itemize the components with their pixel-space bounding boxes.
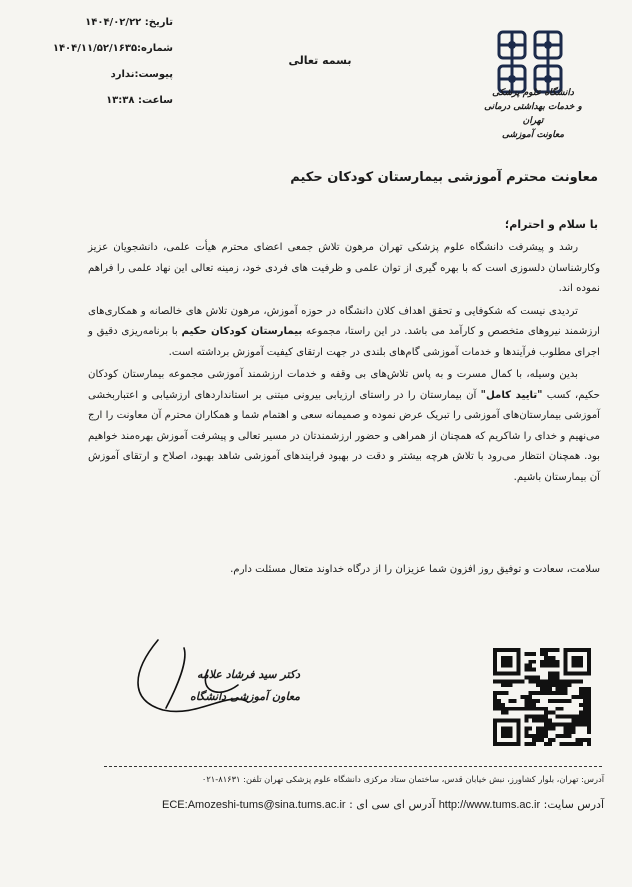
time-value: ۱۳:۳۸ xyxy=(106,95,135,106)
footer-address: آدرس: تهران، بلوار کشاورز، نبش خیابان قدس، ساختمان ستاد مرکزی دانشگاه علوم پزشکی تهران تلفن: ۸۱۶۳۱-۰۲۱ xyxy=(201,774,604,784)
greeting: با سلام و احترام؛ xyxy=(504,218,598,231)
letter-meta xyxy=(52,10,173,114)
signatory-name: دکتر سید فرشاد علامه xyxy=(196,668,300,681)
signature-block xyxy=(190,664,300,708)
attachment-row: پیوست:ندارد xyxy=(110,69,173,80)
footer-divider xyxy=(104,766,602,767)
footer xyxy=(96,772,604,812)
signatory-title: معاون آموزشی دانشگاه xyxy=(190,690,300,703)
date-value: ۱۴۰۴/۰۲/۲۲ xyxy=(85,17,142,28)
recipient: معاونت محترم آموزشی بیمارستان کودکان حکیم xyxy=(290,170,598,185)
paragraph-3: بدین وسیله، با کمال مسرت و به پاس تلاش‌های بی وقفه و خدمات ارزشمند آموزشی مجموعه بیمارستان کودکان حکیم، کسب "تایید کامل" آن بیمارستان را در راستای ارزیابی بیرونی مبتنی بر استانداردهای ارزشیابی و اعتباربخشی آموزشی بیمارستان‌های آموزشی را تبریک عرض نموده و صمیمانه سعی و اهتمام شما و همکاران محترم آن معاونت را ارج می‌نهیم و خدای را شاکریم که همچنان از همراهی و حضور ارزشمندتان در مسیر تعالی و پیشرفت آموزش بهره‌مند خواهیم بود. همچنان انتظار می‌رود با تلاش هرچه بیشتر و دقت در بهبود فرایندهای آموزشی شاهد بهبود، اصلاح و ارتقای آموزش آن بیمارستان باشیم. xyxy=(88,369,600,483)
number-value: ۱۴۰۴/۱۱/۵۲/۱۶۳۵ xyxy=(52,43,138,54)
paragraph-1: رشد و پیشرفت دانشگاه علوم پزشکی تهران مرهون تلاش جمعی اعضای محترم هیأت علمی، دانشجویان عزیز وکارشناسان دلسوزی است که با بهره گیری از توان علمی و ظرفیت های فردی خود، زمینه تعالی این نهاد علمی را فراهم نموده اند. xyxy=(88,242,600,294)
site-link[interactable]: http://www.tums.ac.ir xyxy=(438,799,541,811)
hospital-name: بیمارستان کودکان حکیم xyxy=(181,326,303,337)
qr-code-icon xyxy=(493,648,591,746)
time-row: ساعت: ۱۳:۳۸ xyxy=(106,95,173,106)
closing: سلامت، سعادت و توفیق روز افزون شما عزیزان را از درگاه خداوند متعال مسئلت دارم. xyxy=(230,564,600,575)
attachment-value: ندارد xyxy=(110,69,135,80)
paragraph-2: تردیدی نیست که شکوفایی و تحقق اهداف کلان دانشگاه در حوزه آموزش، مرهون تلاش های خالصانه و همکاری‌های ارزشمند نیروهای متخصص و کارآمد می باشد. در این راستا، مجموعه بیمارستان کودکان حکیم با برنامه‌ریزی دقیق و اجرای مطلوب فرآیندها و خدمات آموزشی گام‌های بلندی در جهت ارتقای کیفیت آموزش برداشته است. xyxy=(88,305,600,358)
number-row: شماره:۱۴۰۴/۱۱/۵۲/۱۶۳۵ xyxy=(52,43,173,54)
date-row: تاریخ: ۱۴۰۴/۰۲/۲۲ xyxy=(85,17,173,28)
email-link[interactable]: ECE:Amozeshi-tums@sina.tums.ac.ir xyxy=(162,799,346,811)
letter-body xyxy=(88,238,600,488)
logo-caption: دانشگاه علوم پزشکی و خدمات بهداشتی درمانی تهران معاونت آموزشی xyxy=(484,88,582,140)
full-approval: "تایید کامل" xyxy=(480,389,543,401)
bismillah: بسمه تعالی xyxy=(288,54,352,67)
footer-web: آدرس سایت: http://www.tums.ac.ir آدرس ای سی ای : ECE:Amozeshi-tums@sina.tums.ac.ir xyxy=(162,798,604,811)
